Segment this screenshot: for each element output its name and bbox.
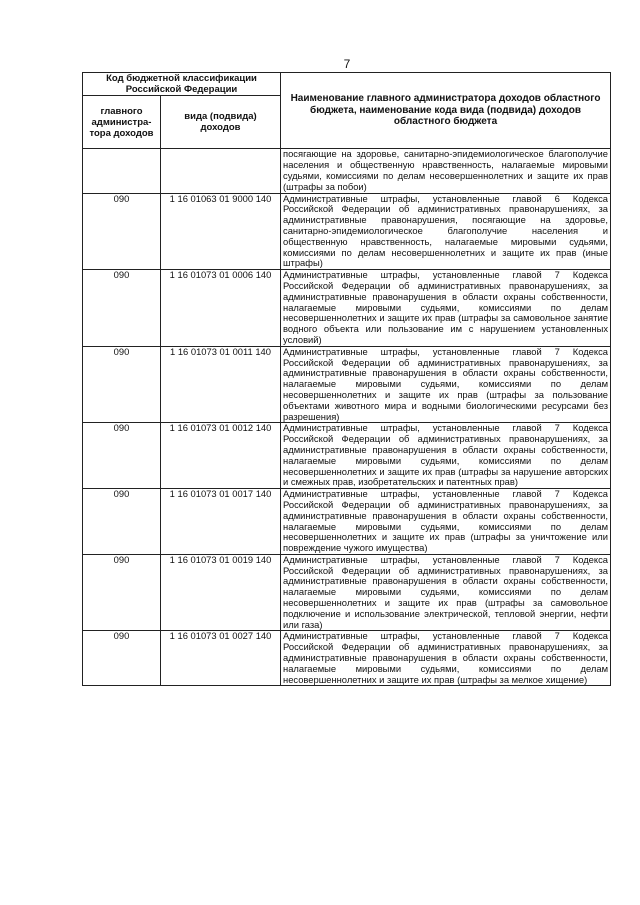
admin-code-cell <box>83 149 161 193</box>
table-row <box>83 270 611 347</box>
budget-classification-table <box>82 72 611 686</box>
revenue-code-cell: 1 16 01073 01 0019 140 <box>161 554 281 631</box>
revenue-code-cell: 1 16 01073 01 0012 140 <box>161 423 281 489</box>
admin-code-cell: 090 <box>83 423 161 489</box>
table-row <box>83 346 611 423</box>
revenue-code-cell: 1 16 01063 01 9000 140 <box>161 193 281 270</box>
table-row <box>83 423 611 489</box>
revenue-code-cell <box>161 149 281 193</box>
admin-code-cell: 090 <box>83 489 161 555</box>
revenue-description-cell: Административные штрафы, установленные главой 6 Кодекса Российской Федерации об административных правонарушениях, за административные правонарушения, посягающие на здоровье, санитарно-эпидемиологическое благополучие населения и общественную нравственность, налагаемые мировыми судьями, комиссиями по делам несовершеннолетних и защите их прав (иные штрафы) <box>281 193 611 270</box>
table-row <box>83 149 611 193</box>
admin-code-cell: 090 <box>83 346 161 423</box>
revenue-description-cell: Административные штрафы, установленные главой 7 Кодекса Российской Федерации об административных правонарушениях, за административные правонарушения в области охраны собственности, налагаемые мировыми судьями, комиссиями по делам несовершеннолетних и защите их прав (штрафы за мелкое хищение) <box>281 631 611 686</box>
table-row <box>83 554 611 631</box>
page-number: 7 <box>343 57 351 71</box>
revenue-code-cell: 1 16 01073 01 0027 140 <box>161 631 281 686</box>
header-group-title: Код бюджетной классификации Российской Федерации <box>83 73 281 96</box>
revenue-code-cell: 1 16 01073 01 0011 140 <box>161 346 281 423</box>
admin-code-cell: 090 <box>83 193 161 270</box>
revenue-description-cell: Административные штрафы, установленные главой 7 Кодекса Российской Федерации об административных правонарушениях, за административные правонарушения в области охраны собственности, налагаемые мировыми судьями, комиссиями по делам несовершеннолетних и защите их прав (штрафы за самовольное занятие водного объекта или пользование им с нарушением установленных условий) <box>281 270 611 347</box>
revenue-description-cell: Административные штрафы, установленные главой 7 Кодекса Российской Федерации об административных правонарушениях, за административные правонарушения в области охраны собственности, налагаемые мировыми судьями, комиссиями по делам несовершеннолетних и защите их прав (штрафы за пользование объектами животного мира и водными биологическими ресурсами без разрешения) <box>281 346 611 423</box>
table-row <box>83 489 611 555</box>
admin-code-cell: 090 <box>83 554 161 631</box>
revenue-code-cell: 1 16 01073 01 0017 140 <box>161 489 281 555</box>
revenue-code-cell: 1 16 01073 01 0006 140 <box>161 270 281 347</box>
revenue-description-cell: Административные штрафы, установленные главой 7 Кодекса Российской Федерации об административных правонарушениях, за административные правонарушения в области охраны собственности, налагаемые мировыми судьями, комиссиями по делам несовершеннолетних и защите их прав (штрафы за самовольное подключение и использование электрической, тепловой энергии, нефти или газа) <box>281 554 611 631</box>
admin-code-cell: 090 <box>83 270 161 347</box>
table-row <box>83 631 611 686</box>
revenue-description-cell: Административные штрафы, установленные главой 7 Кодекса Российской Федерации об административных правонарушениях, за административные правонарушения в области охраны собственности, налагаемые мировыми судьями, комиссиями по делам несовершеннолетних и защите их прав (штрафы за уничтожение или повреждение чужого имущества) <box>281 489 611 555</box>
revenue-description-cell: Административные штрафы, установленные главой 7 Кодекса Российской Федерации об административных правонарушениях, за административные правонарушения в области охраны собственности, налагаемые мировыми судьями, комиссиями по делам несовершеннолетних и защите их прав (штрафы за нарушение авторских и смежных прав, изобретательских и патентных прав) <box>281 423 611 489</box>
revenue-description-cell: посягающие на здоровье, санитарно-эпидемиологическое благополучие населения и общественную нравственность, налагаемые мировыми судьями, комиссиями по делам несовершеннолетних и защите их прав (штрафы за побои) <box>281 149 611 193</box>
header-admin-column: главного администра-тора доходов <box>83 96 161 149</box>
admin-code-cell: 090 <box>83 631 161 686</box>
header-name-column: Наименование главного администратора доходов областного бюджета, наименование кода вида (подвида) доходов областного бюджета <box>281 73 611 149</box>
table-body <box>83 149 611 686</box>
table-row <box>83 193 611 270</box>
header-code-column: вида (подвида) доходов <box>161 96 281 149</box>
